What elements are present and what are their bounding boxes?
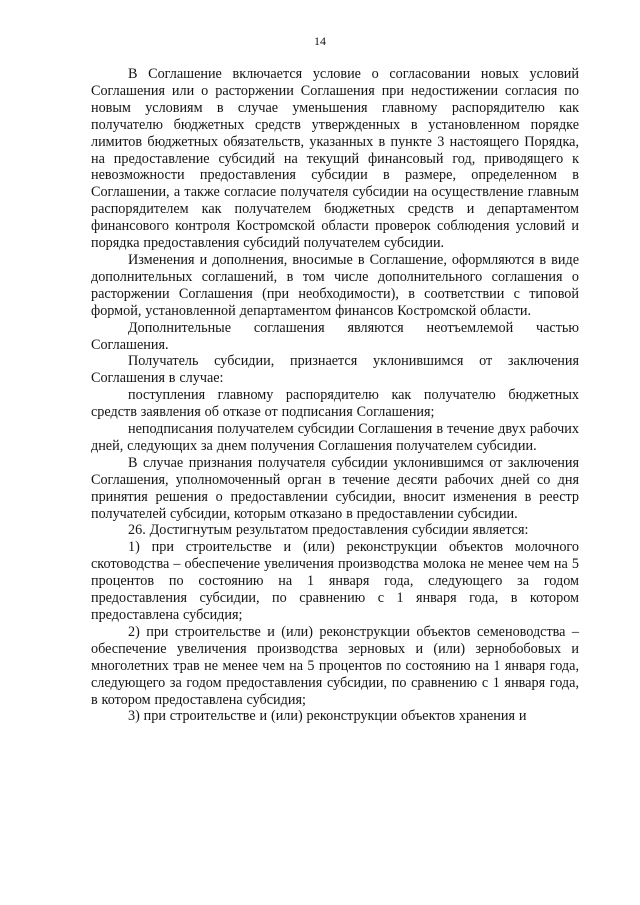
paragraph-evasion-intro: Получатель субсидии, признается уклонившимся от заключения Соглашения в случае: bbox=[91, 353, 579, 387]
page-number: 14 bbox=[314, 34, 326, 48]
paragraph-additional-agreements: Дополнительные соглашения являются неотъемлемой частью Соглашения. bbox=[91, 319, 579, 353]
paragraph-registry-changes: В случае признания получателя субсидии уклонившимся от заключения Соглашения, уполномоченный орган в течение десяти рабочих дней со дня принятия решения о предоставлении субсидии, вносит изменения в реестр получателей субсидии, которым отказано в предоставлении субсидии. bbox=[91, 454, 579, 522]
paragraph-evasion-unsigned: неподписания получателем субсидии Соглашения в течение двух рабочих дней, следующих за днем получения Соглашения получателем субсидии. bbox=[91, 421, 579, 454]
paragraph-result-dairy: 1) при строительстве и (или) реконструкции объектов молочного скотоводства – обеспечение увеличения производства молока не менее чем на 5 процентов по состоянию на 1 января года, следующего за годом предоставления субсидии, по сравнению с 1 января года, в котором предоставлена субсидия; bbox=[91, 539, 579, 623]
paragraph-result-seeds: 2) при строительстве и (или) реконструкции объектов семеноводства – обеспечение увеличения производства зерновых и (или) зернобобовых и многолетних трав не менее чем на 5 процентов по состоянию на 1 января года, следующего за годом предоставления субсидии, по сравнению с 1 января года, в котором предоставлена субсидия; bbox=[91, 623, 579, 708]
document-body bbox=[91, 66, 579, 725]
paragraph-item-26: 26. Достигнутым результатом предоставления субсидии является: bbox=[128, 522, 529, 539]
paragraph-agreement-conditions: В Соглашение включается условие о согласовании новых условий Соглашения или о расторжении Соглашения при недостижении согласия по новым условиям в случае уменьшения главному распорядителю как получателю бюджетных средств утвержденных в установленном порядке лимитов бюджетных обязательств, указанных в пункте 3 настоящего Порядка, на предоставление субсидий на текущий финансовый год, приводящего к невозможности предоставления субсидии в размере, определенном в Соглашении, а также согласие получателя субсидии на осуществление главным распорядителем как получателем бюджетных средств и департаментом финансового контроля Костромской области проверок соблюдения условий и порядка предоставления субсидий получателем субсидии. bbox=[91, 66, 579, 252]
paragraph-amendments: Изменения и дополнения, вносимые в Соглашение, оформляются в виде дополнительных соглашений, в том числе дополнительного соглашения о расторжении Соглашения (при необходимости), в соответствии с типовой формой, установленной департаментом финансов Костромской области. bbox=[91, 251, 579, 319]
paragraph-result-storage: 3) при строительстве и (или) реконструкции объектов хранения и bbox=[128, 708, 527, 725]
paragraph-evasion-refusal: поступления главному распорядителю как получателю бюджетных средств заявления об отказе от подписания Соглашения; bbox=[91, 387, 579, 421]
